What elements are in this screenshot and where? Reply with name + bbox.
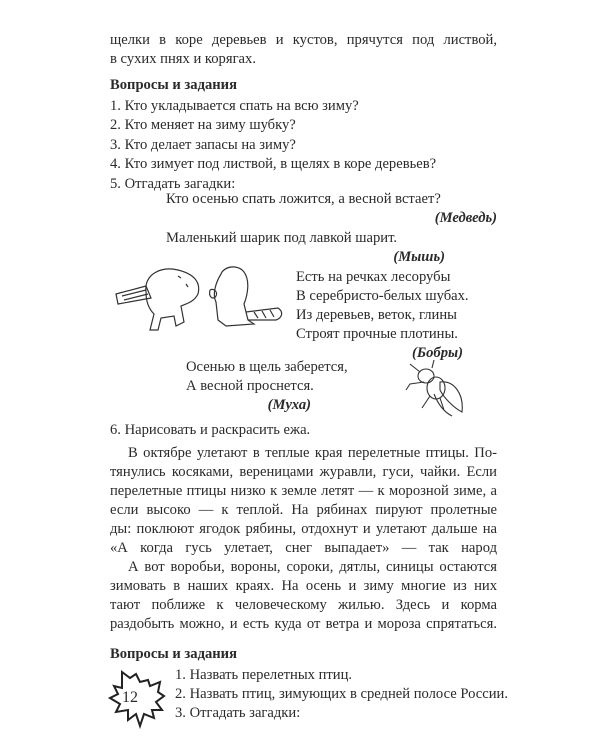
riddle-line: В серебристо-белых шубах. [296, 288, 469, 304]
page-number: 12 [122, 689, 138, 706]
question-item: 3. Кто делает запасы на зиму? [110, 137, 296, 153]
riddle-line: Кто осенью спать ложится, а весной встает? [166, 191, 441, 207]
paragraph-line: В октябре улетают в теплые края перелетные птицы. По- [128, 445, 497, 461]
intro-line: в сухих пнях и корягах. [110, 51, 256, 67]
intro-line: щелки в коре деревьев и кустов, прячутся под листвой, [110, 32, 497, 48]
riddle-line: А весной проснется. [186, 378, 314, 394]
riddle-line: Строят прочные плотины. [296, 326, 458, 342]
riddle-answer: (Муха) [267, 397, 311, 413]
paragraph-line: А вот воробьи, вороны, сороки, дятлы, синицы остаются [128, 559, 497, 575]
riddle-answer: (Медведь) [434, 210, 497, 226]
paragraph-line: если высоко — к теплой. На рябинах пируют пролетные [110, 502, 497, 518]
paragraph-line: тянулись косяками, вереницами журавли, гуси, чайки. Если [110, 464, 497, 480]
question-item: 2. Кто меняет на зиму шубку? [110, 117, 296, 133]
question-item: 6. Нарисовать и раскрасить ежа. [110, 422, 311, 438]
fly-illustration [404, 360, 468, 418]
beavers-illustration [106, 264, 286, 336]
question-item: 4. Кто зимует под листвой, в щелях в коре деревьев? [110, 156, 437, 172]
riddle-line: Есть на речках лесорубы [296, 269, 451, 285]
riddle-line: Маленький шарик под лавкой шарит. [166, 230, 397, 246]
paragraph-line: перелетные птицы низко к земле летят — к морозной зиме, а [110, 483, 497, 499]
paragraph-line: зимовать в наших краях. На осень и зиму многие из них [110, 578, 497, 594]
section-heading: Вопросы и задания [110, 77, 237, 93]
question-item: 2. Назвать птиц, зимующих в средней полосе России. [175, 686, 509, 702]
paragraph-line: ды: поклюют ягодок рябины, отдохнут и улетают дальше на [110, 521, 497, 537]
paragraph-line: раздобыть можно, и есть куда от ветра и мороза спрятаться. [110, 616, 497, 632]
maple-leaf-icon [108, 668, 168, 730]
question-item: 1. Назвать перелетных птиц. [175, 667, 353, 683]
question-item: 1. Кто укладывается спать на всю зиму? [110, 98, 359, 114]
question-item: 5. Отгадать загадки: [110, 176, 236, 192]
riddle-line: Из деревьев, веток, глины [296, 307, 457, 323]
riddle-answer: (Бобры) [412, 345, 463, 361]
riddle-line: Осенью в щель заберется, [186, 359, 348, 375]
paragraph-line: «А когда гусь улетает, снег выпадает» — так народ [110, 540, 497, 556]
question-item: 3. Отгадать загадки: [175, 705, 301, 721]
section-heading: Вопросы и задания [110, 646, 237, 662]
paragraph-line: тают поближе к человеческому жилью. Здесь и корма [110, 597, 497, 613]
riddle-answer: (Мышь) [393, 249, 445, 265]
